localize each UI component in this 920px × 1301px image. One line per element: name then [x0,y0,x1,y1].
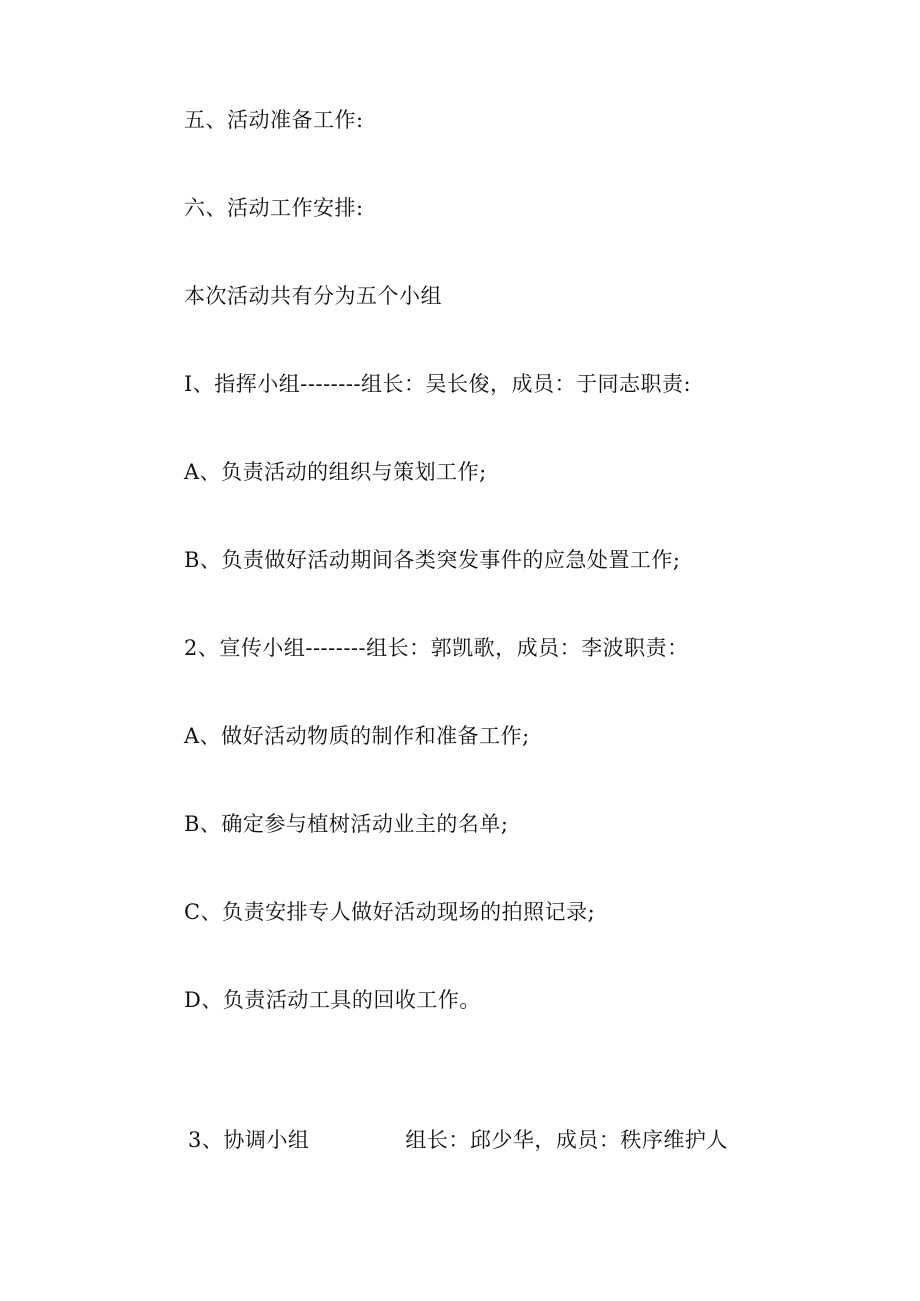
group-2-heading: 2、宣传小组--------组长：郭凯歌，成员：李波职责： [184,636,689,660]
group-3-heading [188,1126,728,1154]
group-1-duty-b: B、负责做好活动期间各类突发事件的应急处置工作; [184,548,681,572]
group-2-duty-a: A、做好活动物质的制作和准备工作; [184,724,530,748]
section-heading-6: 六、活动工作安排: [184,196,364,220]
section-heading-5: 五、活动准备工作: [184,108,364,132]
group-2-duty-d: D、负责活动工具的回收工作。 [184,988,481,1012]
group-2-duty-b: B、确定参与植树活动业主的名单; [184,812,509,836]
paragraph-groups-intro: 本次活动共有分为五个小组 [184,284,442,308]
group-1-heading: I、指挥小组--------组长：吴长俊，成员：于同志职责: [184,372,692,396]
group-2-duty-c: C、负责安排专人做好活动现场的拍照记录; [184,900,596,924]
group-3-title: 3、协调小组 [188,1128,310,1152]
group-3-members: 组长：邱少华，成员：秩序维护人 [405,1128,728,1152]
group-1-duty-a: A、负责活动的组织与策划工作; [184,460,487,484]
